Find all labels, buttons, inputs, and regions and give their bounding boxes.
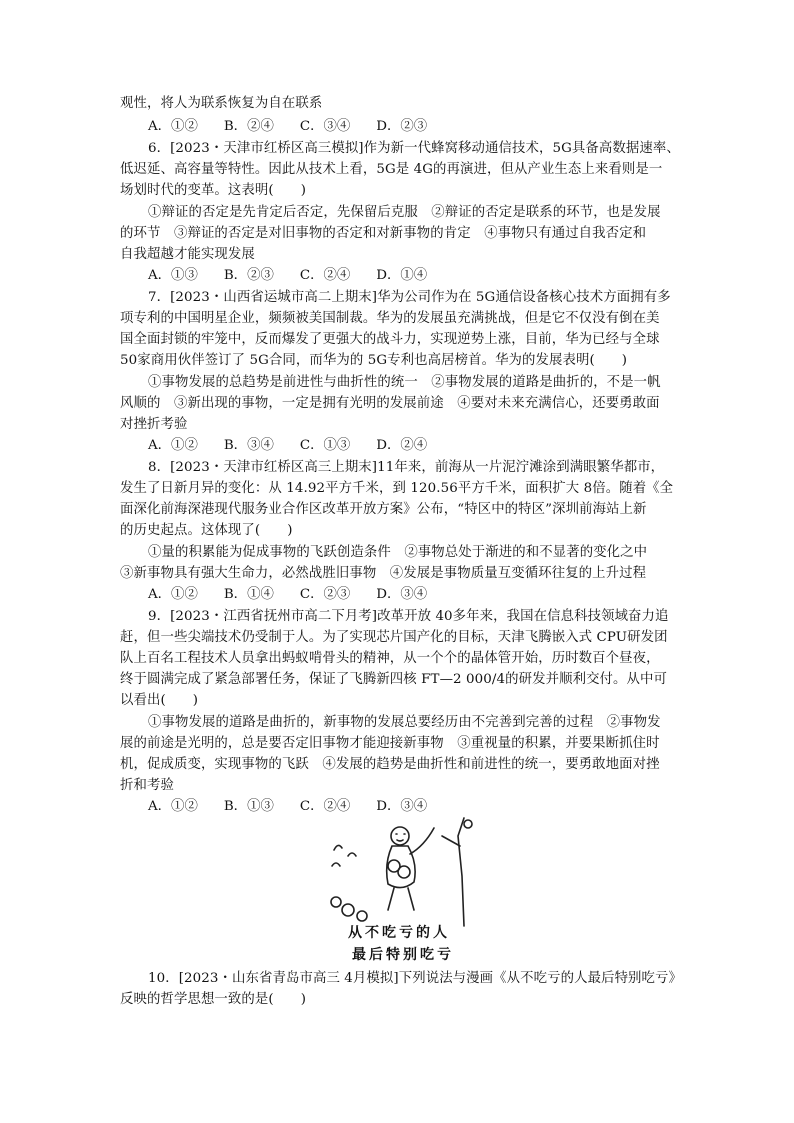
- option-b: B．①③: [223, 799, 274, 814]
- question-9-stem: 9．[2023・江西省抚州市高二下月考]改革开放 40多年来，我国在信息科技领域奋力追: [148, 609, 669, 624]
- cartoon-illustration: [322, 806, 502, 966]
- fruit-on-ground: [342, 904, 354, 916]
- tree-trunk: [458, 818, 464, 926]
- text-line: 以看出( ): [120, 693, 199, 708]
- text-line: 场划时代的变革。这表明( ): [120, 183, 307, 198]
- cartoon-caption-line2: 最后特别吃亏: [352, 947, 454, 963]
- option-c: C．③④: [299, 119, 351, 134]
- option-c: C．②④: [299, 799, 351, 814]
- statement-line: 自我超越才能实现发展: [120, 247, 255, 262]
- statement-line: 展的前途是光明的，总是要否定旧事物才能迎接新事物 ③重视量的积累，并要果断抓住时: [120, 736, 660, 751]
- tree-branch: [442, 836, 460, 846]
- option-c: C．②③: [299, 587, 351, 602]
- option-b: B．①④: [223, 587, 274, 602]
- statement-line: ①事物发展的道路是曲折的，新事物的发展总要经历由不完善到完善的过程 ②事物发: [148, 715, 661, 730]
- option-b: B．②④: [223, 119, 274, 134]
- option-d: D．②③: [376, 119, 428, 134]
- statement-line: 风顺的 ③新出现的事物，一定是拥有光明的发展前途 ④要对未来充满信心，还要勇敢面: [120, 396, 660, 411]
- option-a: A．①②: [148, 587, 198, 602]
- statement-line: ①量的积累能为促成事物的飞跃创造条件 ②事物总处于渐进的和不显著的变化之中: [148, 545, 648, 560]
- figure-legs: [388, 888, 414, 910]
- text-line: 项专利的中国明星企业，频频被美国制裁。华为的发展虽充满挑战，但是它不仅没有倒在美: [120, 311, 660, 326]
- option-d: D．①④: [376, 268, 428, 283]
- statement-line: ①事物发展的总趋势是前进性与曲折性的统一 ②事物发展的道路是曲折的，不是一帆: [148, 375, 661, 390]
- motion-lines: [332, 845, 356, 866]
- text-line: 发生了日新月异的变化：从 14.92平方千米，到 120.56平方千米，面积扩大 8倍。随着《全: [120, 481, 674, 496]
- question-8-stem: 8．[2023・天津市红桥区高三上期末]11年来，前海从一片泥泞滩涂到满眼繁华都市，: [148, 460, 665, 475]
- option-d: D．③④: [376, 587, 428, 602]
- text-line: 50家商用伙伴签订了 5G合同，而华为的 5G专利也高居榜首。华为的发展表明( ): [120, 353, 628, 368]
- options-q7: [148, 436, 453, 456]
- options-q5: [148, 117, 453, 137]
- text-line: 反映的哲学思想一致的是( ): [120, 992, 307, 1007]
- cartoon-caption-line1: 从不吃亏的人: [348, 925, 450, 941]
- option-c: C．①③: [299, 438, 351, 453]
- option-d: D．③④: [376, 799, 428, 814]
- text-line: 赶，但一些尖端技术仍受制于人。为了实现芯片国产化的目标，天津飞腾嵌入式 CPU研发团: [120, 630, 668, 645]
- option-a: A．①③: [148, 268, 198, 283]
- option-a: A．①②: [148, 119, 198, 134]
- question-6-stem: 6．[2023・天津市红桥区高三模拟]作为新一代蜂窝移动通信技术，5G具备高数据速率、: [148, 141, 680, 156]
- text-line: 终于圆满完成了紧急部署任务，保证了飞腾新四核 FT—2 000/4的研发并顺利交付。从中可: [120, 672, 668, 687]
- statement-line: 的环节 ③辩证的否定是对旧事物的否定和对新事物的肯定 ④事物只有通过自我否定和: [120, 226, 647, 241]
- fruit-on-tree: [464, 820, 472, 828]
- options-q8: [148, 585, 453, 605]
- option-c: C．②④: [299, 268, 351, 283]
- option-b: B．②③: [223, 268, 274, 283]
- option-a: A．①②: [148, 438, 198, 453]
- statement-line: 机，促成质变，实现事物的飞跃 ④发展的趋势是曲折性和前进性的统一，要勇敢地面对挫: [120, 757, 660, 772]
- text-line: 国全面封锁的牢笼中，反而爆发了更强大的战斗力，实现逆势上涨，目前，华为已经与全球: [120, 332, 660, 347]
- text-line: 的历史起点。这体现了( ): [120, 523, 293, 538]
- question-7-stem: 7．[2023・山西省运城市高二上期末]华为公司作为在 5G通信设备核心技术方面拥有多: [148, 290, 671, 305]
- options-q6: [148, 266, 453, 286]
- figure-head: [391, 827, 409, 845]
- statement-line: 对挫折考验: [120, 417, 188, 432]
- option-b: B．③④: [223, 438, 274, 453]
- text-line: 队上百名工程技术人员拿出蚂蚁啃骨头的精神，从一个个的晶体管开始，历时数百个昼夜，: [120, 651, 660, 666]
- text-line: 低迟延、高容量等特性。因此从技术上看，5G是 4G的再演进，但从产业生态上来看则是一: [120, 162, 663, 177]
- question-10-stem: 10．[2023・山东省青岛市高三 4月模拟]下列说法与漫画《从不吃亏的人最后特别吃亏》: [148, 971, 683, 986]
- figure-arm: [410, 828, 434, 854]
- statement-line: ①辩证的否定是先肯定后否定，先保留后克服 ②辩证的否定是联系的环节，也是发展: [148, 205, 661, 220]
- statement-line: 折和考验: [120, 778, 174, 793]
- text-line: 面深化前海深港现代服务业合作区改革开放方案》公布，“特区中的特区”深圳前海站上新: [120, 502, 647, 517]
- option-a: A．①②: [148, 799, 198, 814]
- option-d: D．②④: [376, 438, 428, 453]
- text-line: 观性，将人为联系恢复为自在联系: [120, 96, 323, 111]
- statement-line: ③新事物具有强大生命力，必然战胜旧事物 ④发展是事物质量互变循环往复的上升过程: [120, 566, 647, 581]
